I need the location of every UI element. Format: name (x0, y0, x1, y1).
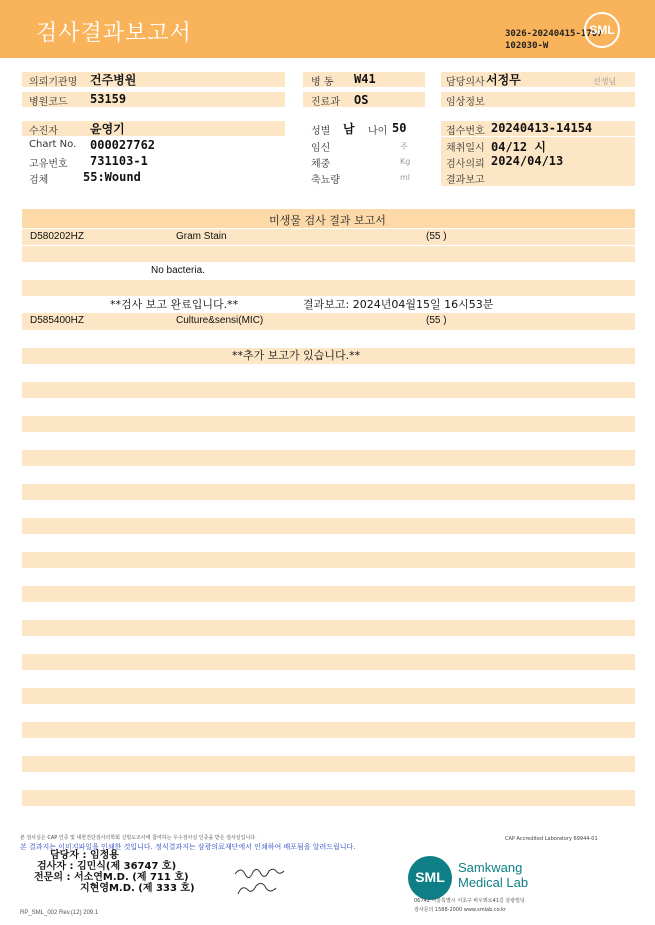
test1-result: No bacteria. (151, 265, 205, 276)
report-id-line2: 102030-W (505, 41, 549, 51)
table-stripe (22, 382, 635, 398)
report-title: 미생물 검사 결과 보고서 (269, 214, 386, 227)
lab-logo-icon (408, 856, 452, 900)
age-label: 나이 (368, 126, 388, 137)
hospital-label: 의뢰기관명 (29, 77, 78, 88)
dept-value: OS (354, 93, 369, 107)
lab-name-line2: Medical Lab (458, 875, 529, 890)
code-value: 53159 (90, 92, 127, 106)
table-stripe (22, 790, 635, 806)
age-value: 50 (392, 121, 407, 135)
lab-name-line1: Samkwang (458, 860, 523, 875)
doctor-suffix: 선생님 (593, 77, 617, 86)
page-title: 검사결과보고서 (36, 21, 192, 46)
weight-unit: Kg (400, 157, 411, 166)
test2-name: Culture&sensi(MIC) (176, 315, 264, 326)
test1-specimen: (55 ) (426, 231, 447, 242)
patient-label: 수진자 (29, 126, 58, 137)
staff-specialist-2: 지현영M.D. (제 333 호) (80, 883, 195, 894)
test2-specimen: (55 ) (426, 315, 447, 326)
table-stripe (22, 552, 635, 568)
doctor-label: 담당의사 (446, 77, 485, 88)
staff-specialist: 전문의 : 서소연M.D. (제 711 호) (34, 872, 189, 883)
specimen-label: 검체 (29, 175, 49, 186)
additional-text: **추가 보고가 있습니다.** (232, 349, 361, 362)
table-stripe (22, 450, 635, 466)
id-label: 고유번호 (29, 159, 68, 170)
id-value: 731103-1 (90, 154, 148, 168)
specimen-value: 55:Wound (83, 170, 141, 184)
receipt-value: 20240413-14154 (491, 121, 593, 135)
chart-label: Chart No. (29, 139, 77, 150)
sml-logo-icon: SML (584, 12, 620, 48)
info-band (22, 121, 285, 136)
sex-label: 성별 (311, 126, 331, 137)
table-stripe (22, 484, 635, 500)
table-stripe (22, 229, 635, 245)
report-label: 결과보고 (446, 175, 485, 186)
footer-note-cap: 본 검사실은 CAP 인증 및 대한진단검사의학회 신빙도조사에 참여하는 우수검사실 인증을 받은 검사실입니다. (20, 835, 257, 841)
table-stripe (22, 416, 635, 432)
request-value: 2024/04/13 (491, 154, 564, 168)
table-stripe (22, 280, 635, 296)
chart-value: 000027762 (90, 138, 156, 152)
table-stripe (22, 688, 635, 704)
table-stripe (22, 586, 635, 602)
hospital-value: 건주병원 (90, 73, 137, 87)
report-header (0, 0, 655, 58)
patient-value: 윤영기 (90, 122, 125, 136)
urine-unit: ml (400, 173, 411, 182)
table-stripe (22, 654, 635, 670)
table-stripe (22, 518, 635, 534)
receipt-label: 접수번호 (446, 126, 485, 137)
table-stripe (22, 313, 635, 329)
lab-address: 06742 서울특별시 서초구 바우뫼로41길 삼광빌딩 (414, 898, 525, 904)
urine-label: 축뇨량 (311, 175, 340, 186)
test2-code: D585400HZ (30, 315, 84, 326)
code-label: 병원코드 (29, 97, 68, 108)
sex-value: 남 (343, 122, 355, 136)
staff-examiner: 검사자 : 김민식(제 36747 호) (37, 861, 177, 872)
collect-label: 채취일시 (446, 143, 485, 154)
collect-value: 04/12 시 (491, 140, 546, 154)
staff-manager: 담당자 : 임정용 (50, 850, 119, 861)
table-stripe (22, 756, 635, 772)
signature-icon (232, 864, 288, 900)
test1-name: Gram Stain (176, 231, 227, 242)
clinical-label: 임상정보 (446, 97, 485, 108)
doctor-value: 서정무 (486, 73, 521, 87)
complete-text: **검사 보고 완료입니다.** (110, 298, 239, 311)
table-stripe (22, 722, 635, 738)
table-stripe (22, 246, 635, 262)
report-id-line1: 3026-20240415-1707 (505, 29, 603, 39)
preg-label: 임신 (311, 143, 331, 154)
request-label: 검사의뢰 (446, 159, 485, 170)
ward-label: 병 동 (311, 77, 334, 88)
preg-unit: 주 (400, 142, 408, 151)
table-stripe (22, 620, 635, 636)
test1-code: D580202HZ (30, 231, 84, 242)
lab-name (458, 860, 528, 890)
lab-logo-text: SML (415, 869, 445, 885)
weight-label: 체중 (311, 159, 331, 170)
ward-value: W41 (354, 72, 376, 86)
revision-code: RP_SML_002 Rev.(12) 209.1 (20, 910, 99, 916)
report-time: 결과보고: 2024년04월15일 16시53분 (303, 298, 494, 311)
footer-note-image: 본 결과지는 이미지파일을 인쇄한 것입니다. 정식결과지는 삼광의료재단에서 인쇄하여 배포됨을 알려드립니다. (20, 843, 356, 851)
footer-accreditation: CAP Accredited Laboratory 69944-01 (505, 836, 598, 842)
dept-label: 진료과 (311, 97, 340, 108)
lab-contact: 검사문의 1588-2000 www.smlab.co.kr (414, 907, 507, 913)
